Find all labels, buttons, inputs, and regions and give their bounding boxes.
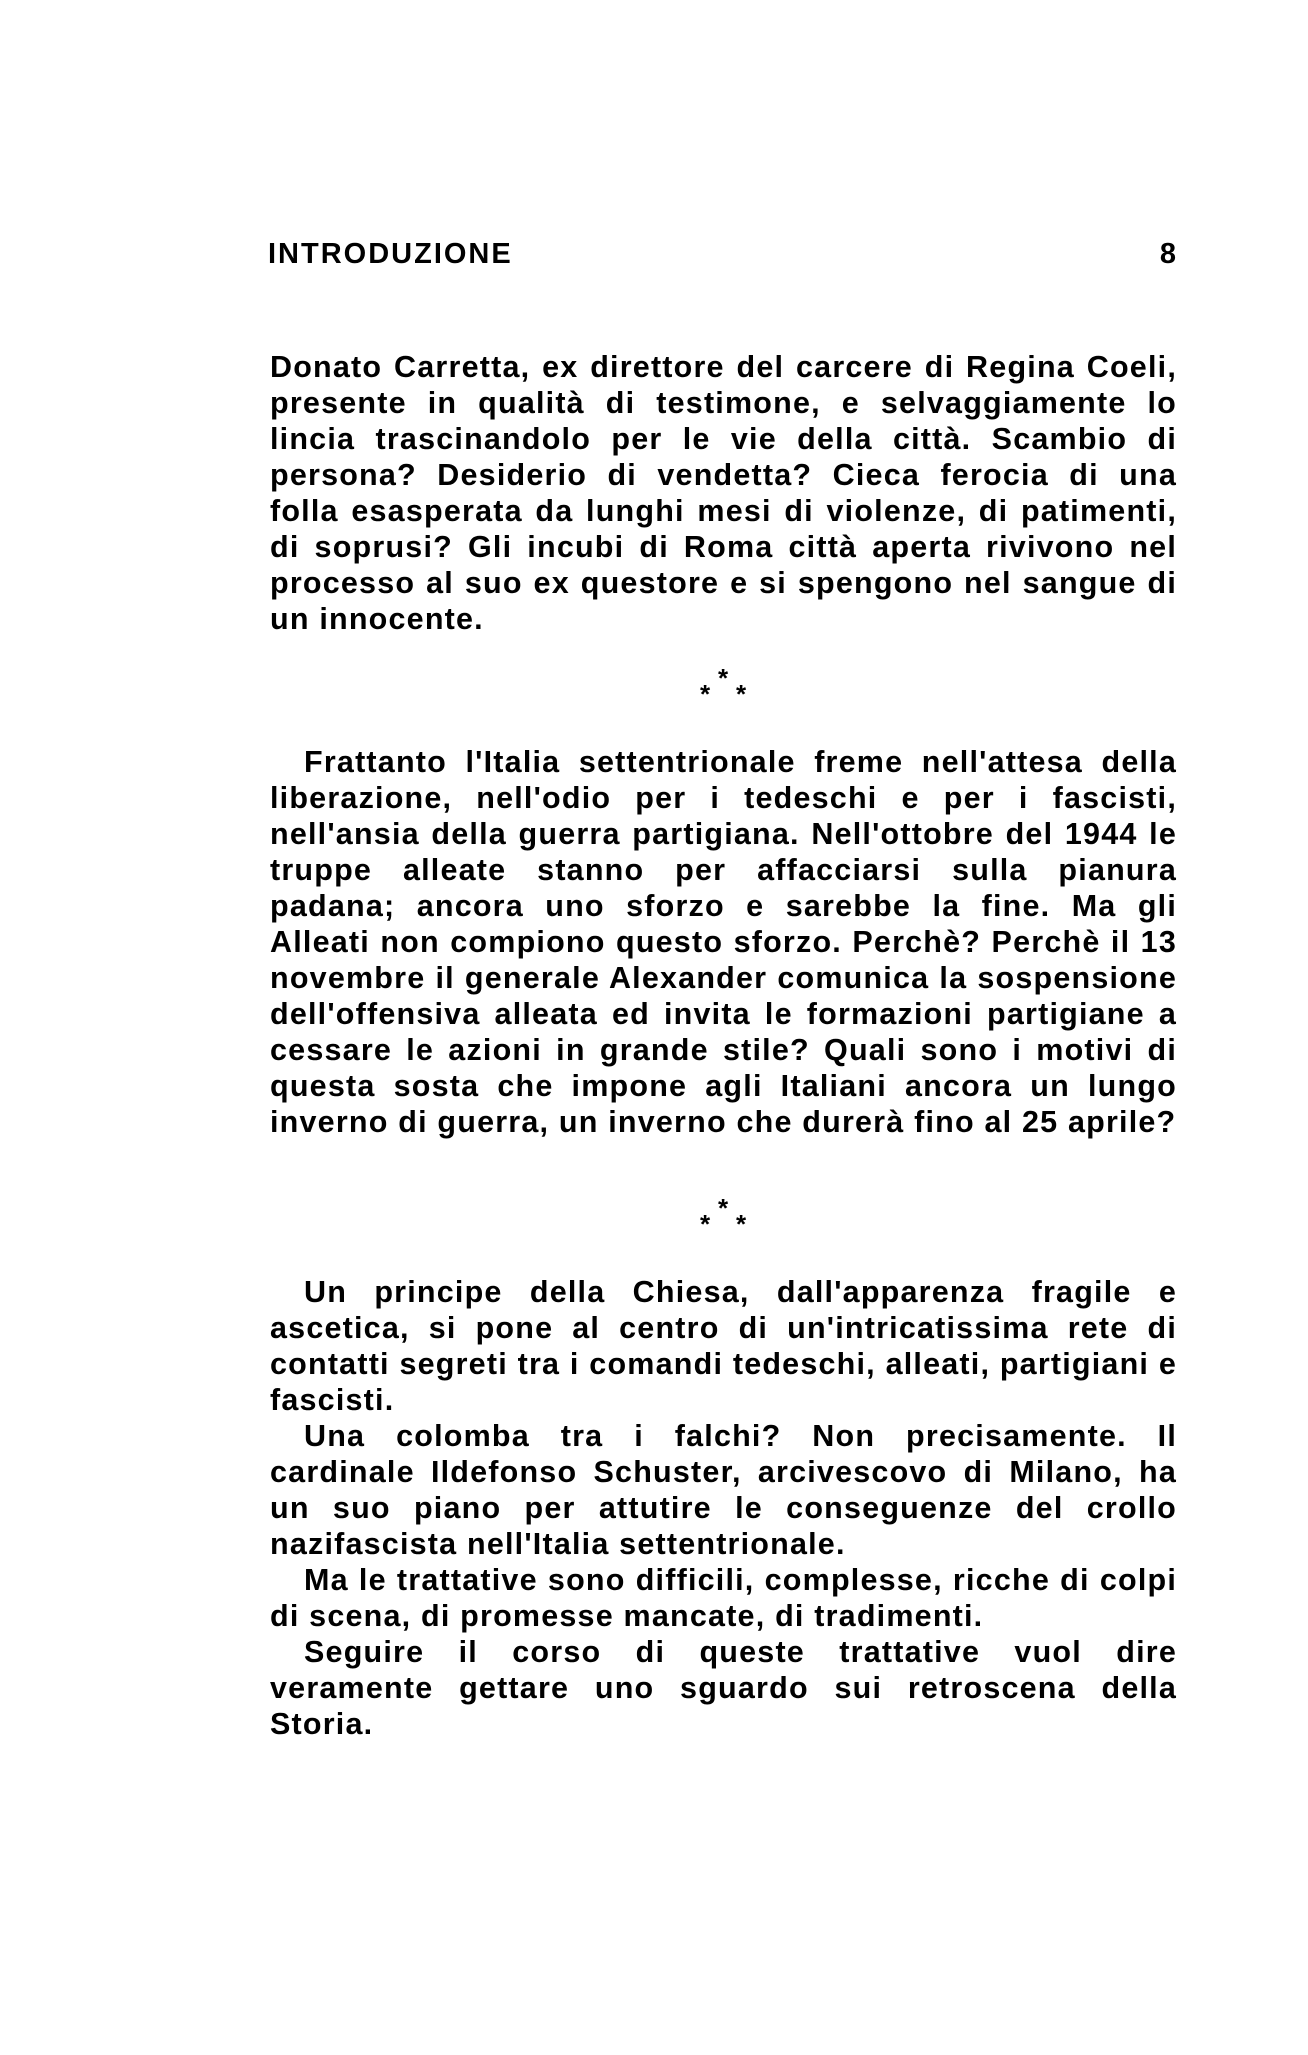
- asterism-star: *: [718, 1193, 729, 1223]
- text-block-3: [270, 1274, 1177, 1742]
- asterism-star: *: [736, 679, 747, 709]
- asterism-star: *: [736, 1209, 747, 1239]
- paragraph-5: Ma le trattative sono difficili, complesse, ricche di colpi di scena, di promesse mancate, di tradimenti.: [270, 1563, 1177, 1633]
- paragraph-1: Donato Carretta, ex direttore del carcere di Regina Coeli, presente in qualità di testimone, e selvaggiamente lo lincia trascinandolo per le vie della città. Scambio di persona? Desiderio di vendetta? Cieca ferocia di una folla esasperata da lunghi mesi di violenze, di patimenti, di soprusi? Gli incubi di Roma città aperta rivivono nel processo al suo ex questore e si spengono nel sangue di un innocente.: [270, 350, 1177, 636]
- asterism-separator-2: [694, 1193, 754, 1239]
- paragraph-3: Un principe della Chiesa, dall'apparenza fragile e ascetica, si pone al centro di un'intricatissima rete di contatti segreti tra i comandi tedeschi, alleati, partigiani e fascisti.: [270, 1275, 1177, 1417]
- page-number: 8: [1159, 238, 1178, 270]
- text-block-2: [270, 744, 1177, 1140]
- asterism-star: *: [700, 679, 711, 709]
- section-title: INTRODUZIONE: [268, 238, 513, 270]
- paragraph-4: Una colomba tra i falchi? Non precisamente. Il cardinale Ildefonso Schuster, arcivescovo di Milano, ha un suo piano per attutire le conseguenze del crollo nazifascista nell'Italia settentrionale.: [270, 1419, 1177, 1561]
- paragraph-6: Seguire il corso di queste trattative vuol dire veramente gettare uno sguardo sui retroscena della Storia.: [270, 1635, 1177, 1741]
- running-head: [268, 238, 1178, 274]
- asterism-star: *: [700, 1209, 711, 1239]
- asterism-star: *: [718, 663, 729, 693]
- paragraph-2: Frattanto l'Italia settentrionale freme nell'attesa della liberazione, nell'odio per i tedeschi e per i fascisti, nell'ansia della guerra partigiana. Nell'ottobre del 1944 le truppe alleate stanno per affacciarsi sulla pianura padana; ancora uno sforzo e sarebbe la fine. Ma gli Alleati non compiono questo sforzo. Perchè? Perchè il 13 novembre il generale Alexander comunica la sospensione dell'offensiva alleata ed invita le formazioni partigiane a cessare le azioni in grande stile? Quali sono i motivi di questa sosta che impone agli Italiani ancora un lungo inverno di guerra, un inverno che durerà fino al 25 aprile?: [270, 745, 1177, 1139]
- asterism-separator-1: [694, 663, 754, 709]
- text-block-1: [270, 349, 1177, 637]
